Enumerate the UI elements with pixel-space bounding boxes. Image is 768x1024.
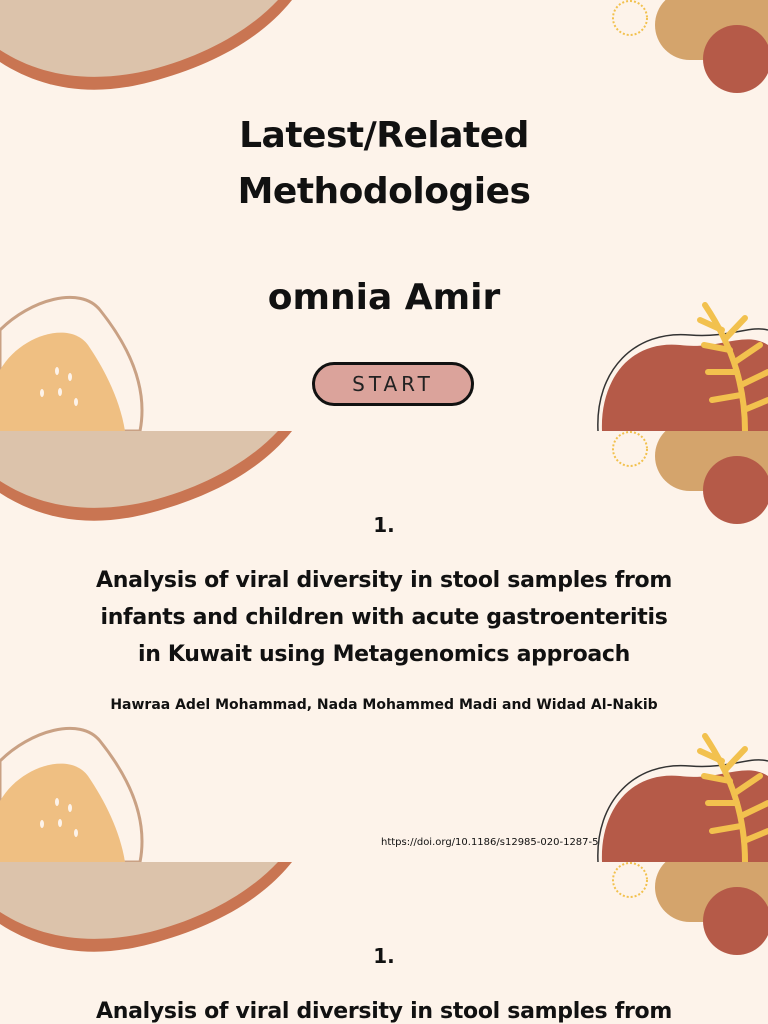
striped-circle	[613, 432, 647, 466]
rust-circle	[703, 25, 768, 93]
paper-authors: Hawraa Adel Mohammad, Nada Mohammed Madi and Widad Al-Nakib	[110, 697, 658, 713]
paper-number: 1.	[373, 513, 395, 537]
bottom-left-blob	[0, 764, 125, 862]
presenter-name: omnia Amir	[267, 277, 501, 318]
striped-circle	[613, 1, 647, 35]
title-line: Methodologies	[237, 171, 531, 212]
striped-circle	[613, 863, 647, 897]
doi-link[interactable]: https://doi.org/10.1186/s12985-020-1287-5	[381, 837, 599, 848]
paper-slide-partial	[0, 862, 768, 1024]
paper-slide	[0, 431, 768, 862]
paper-title-line: in Kuwait using Metagenomics approach	[137, 642, 631, 667]
paper-title-line: Analysis of viral diversity in stool samples from	[96, 999, 672, 1024]
bottom-left-blob	[0, 333, 125, 431]
paper-title-line: Analysis of viral diversity in stool samples from	[96, 568, 672, 593]
paper-number: 1.	[373, 944, 395, 968]
paper-title	[0, 562, 768, 673]
slide-title	[0, 108, 768, 220]
start-button[interactable]: START	[312, 362, 474, 406]
title-line: Latest/Related	[239, 115, 529, 156]
title-slide	[0, 0, 768, 431]
paper-title	[0, 993, 768, 1024]
paper-title-line: infants and children with acute gastroenteritis	[100, 605, 668, 630]
